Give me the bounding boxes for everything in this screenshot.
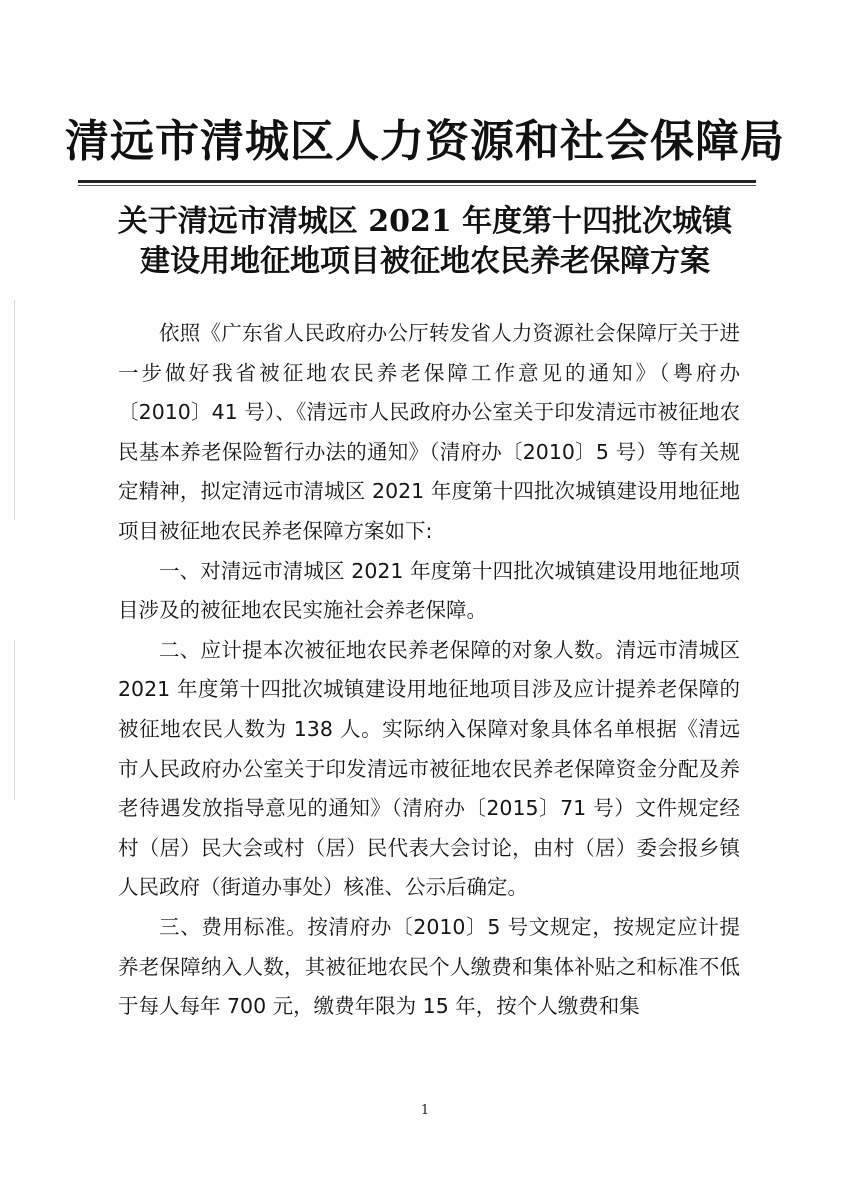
document-title [80, 202, 770, 282]
header-divider-thin [78, 185, 756, 186]
body-paragraph: 依照《广东省人民政府办公厅转发省人力资源社会保障厅关于进一步做好我省被征地农民养老保障工作意见的通知》（粤府办〔2010〕41 号）、《清远市人民政府办公室关于印发清远市被征地农民基本养老保险暂行办法的通知》（清府办〔2010〕5 号）等有关规定精神，拟定清远市清城区 2021 年度第十四批次城镇建设用地征地项目被征地农民养老保障方案如下: [118, 321, 740, 543]
document-title-line1: 关于清远市清城区 2021 年度第十四批次城镇 [117, 204, 733, 239]
header-divider [78, 180, 756, 183]
document-body [118, 314, 740, 1027]
body-paragraph: 一、对清远市清城区 2021 年度第十四批次城镇建设用地征地项目涉及的被征地农民实施社会养老保障。 [118, 558, 740, 623]
body-paragraph: 二、应计提本次被征地农民养老保障的对象人数。清远市清城区 2021 年度第十四批次城镇建设用地征地项目涉及应计提养老保障的被征地农民人数为 138 人。实际纳入保障对象具体名单根据《清远市人民政府办公室关于印发清远市被征地农民养老保障资金分配及养老待遇发放指导意见的通知》（清府办〔2015〕71 号）文件规定经村（居）民大会或村（居）民代表大会讨论，由村（居）委会报乡镇人民政府（街道办事处）核准、公示后确定。 [118, 637, 740, 900]
page-number: 1 [420, 1103, 430, 1118]
body-paragraph: 三、费用标准。按清府办〔2010〕5 号文规定，按规定应计提养老保障纳入人数，其被征地农民个人缴费和集体补贴之和标准不低于每人每年 700 元，缴费年限为 15 年，按个人缴费和集 [118, 914, 740, 1019]
document-title-line2: 建设用地征地项目被征地农民养老保障方案 [140, 244, 710, 279]
scan-edge-mark [14, 640, 15, 800]
scan-edge-mark [14, 300, 15, 520]
agency-header: 清远市清城区人力资源和社会保障局 [65, 116, 785, 167]
